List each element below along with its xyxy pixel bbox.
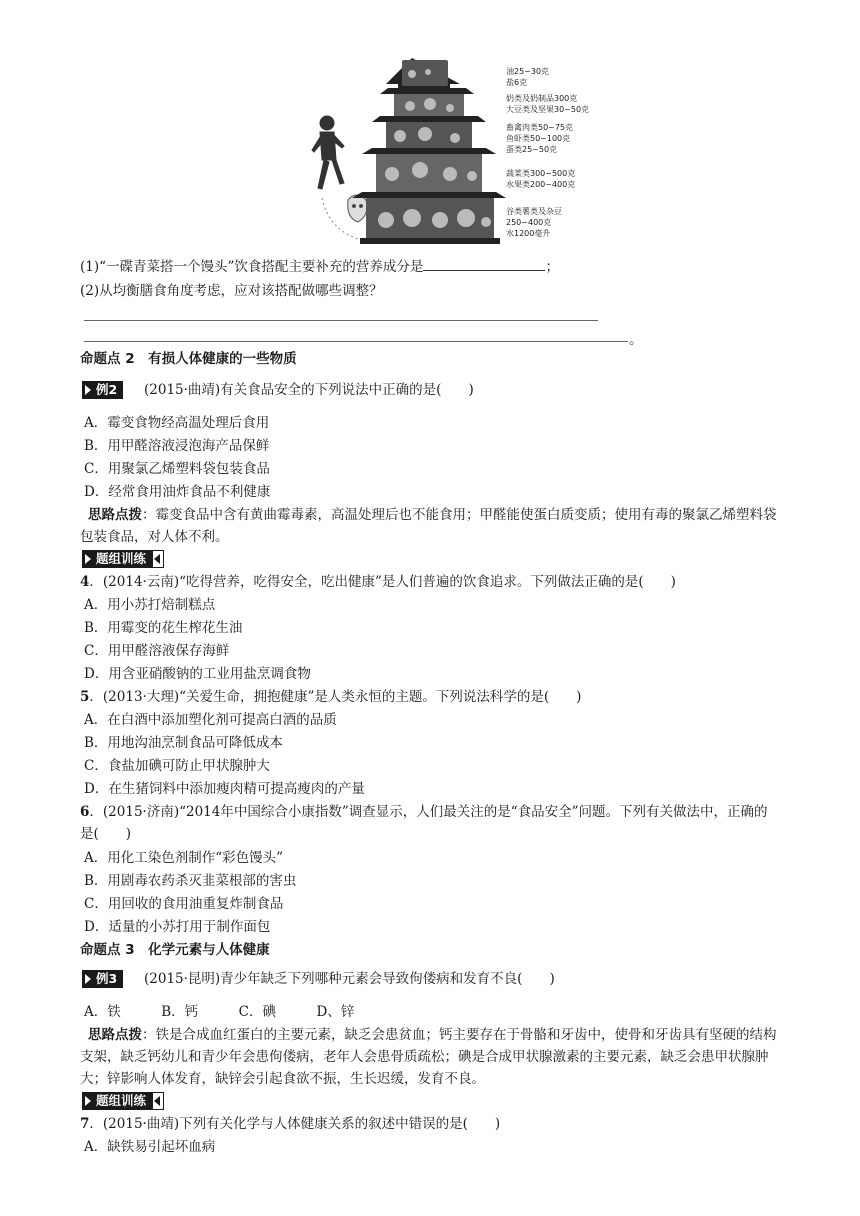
tag-label: 题组训练 (94, 550, 152, 568)
pyramid-label-meat (506, 122, 573, 155)
drill-tag (82, 550, 164, 568)
pyramid-label-oil-salt (506, 66, 549, 88)
pyramid-label-dairy (506, 93, 589, 115)
options-row[interactable]: A．铁 B．钙 C．碘 D、锌 (84, 1004, 355, 1020)
question-text: ．(2014·云南)“吃得营养，吃得安全，吃出健康”是人们普遍的饮食追求。下列做法正确的是( ) (89, 574, 676, 590)
example-tag (82, 970, 123, 988)
option-d[interactable]: D．在生猪饲料中添加瘦肉精可提高瘦肉的产量 (84, 781, 365, 797)
option-a[interactable]: A．霉变食物经高温处理后食用 (84, 415, 270, 431)
option-a[interactable]: A．在白酒中添加塑化剂可提高白酒的品质 (84, 712, 337, 728)
question-text: ．(2013·大理)“关爱生命，拥抱健康”是人类永恒的主题。下列说法科学的是( ) (89, 689, 582, 705)
label-line: 奶类及奶制品300克 (506, 94, 578, 103)
mascot-figure (348, 195, 367, 222)
pyramid-label-grains (506, 206, 562, 239)
drill-tag (82, 1092, 164, 1110)
section-title: 命题点 2 有损人体健康的一些物质 (80, 351, 297, 367)
label-line: 畜禽肉类50~75克 (506, 123, 574, 132)
question-4 (80, 571, 676, 593)
question-text: ．(2015·济南)“2014年中国综合小康指数”调查显示，人们最关注的是“食品安全”问题。下列有关做法中，正确的是( ) (80, 804, 768, 842)
back-arrow-icon (152, 1092, 164, 1110)
question-text: ．(2015·曲靖)下列有关化学与人体健康关系的叙述中错误的是( ) (89, 1116, 501, 1132)
question-5 (80, 686, 581, 708)
question-7 (80, 1113, 500, 1135)
question-part-1 (80, 256, 559, 278)
option-c[interactable]: C．用回收的食用油重复炸制食品 (84, 896, 284, 912)
hint-label: 思路点拨 (88, 507, 142, 523)
option-a[interactable]: A．用化工染色剂制作“彩色馒头” (84, 850, 284, 866)
label-line: 大豆类及坚果30~50克 (506, 105, 590, 114)
label-line: 水果类200~400克 (506, 180, 576, 189)
option-b[interactable]: B．用霉变的花生榨花生油 (84, 620, 243, 636)
hint-paragraph (80, 504, 780, 548)
label-line: 油25~30克 (506, 67, 550, 76)
option-c[interactable]: C．用甲醛溶液保存海鲜 (84, 643, 230, 659)
back-arrow-icon (152, 550, 164, 568)
example-tag (82, 381, 123, 399)
runner-figure (312, 116, 344, 189)
option-c[interactable]: C．食盐加碘可防止甲状腺肿大 (84, 758, 270, 774)
play-icon (82, 970, 94, 988)
label-line: 蛋类25~50克 (506, 145, 558, 154)
option-b[interactable]: B．用地沟油烹制食品可降低成本 (84, 735, 283, 751)
answer-end-mark: 。 (629, 332, 643, 348)
label-line: 盐6克 (506, 78, 528, 87)
question-part-2: (2)从均衡膳食角度考虑，应对该搭配做哪些调整？ (80, 283, 383, 299)
option-b[interactable]: B．用剧毒农药杀灭韭菜根部的害虫 (84, 873, 297, 889)
answer-line[interactable] (84, 320, 598, 321)
play-icon (82, 1092, 94, 1110)
question-text: (1)“一碟青菜搭一个馒头”饮食搭配主要补充的营养成分是 (80, 259, 424, 275)
option-b[interactable]: B．用甲醛溶液浸泡海产品保鲜 (84, 438, 270, 454)
option-d[interactable]: D．经常食用油炸食品不利健康 (84, 484, 271, 500)
play-icon (82, 381, 94, 399)
section-title: 命题点 3 化学元素与人体健康 (80, 942, 270, 958)
question-number: 4 (80, 574, 90, 590)
label-line: 水1200毫升 (506, 229, 551, 238)
label-line: 蔬菜类300~500克 (506, 169, 576, 178)
option-d[interactable]: D．适量的小苏打用于制作面包 (84, 919, 271, 935)
option-a[interactable]: A．缺铁易引起坏血病 (84, 1139, 216, 1155)
answer-line[interactable] (84, 341, 628, 342)
option-a[interactable]: A．用小苏打焙制糕点 (84, 597, 216, 613)
question-6 (80, 801, 780, 845)
hint-text: ：霉变食品中含有黄曲霉毒素，高温处理后也不能食用；甲醛能使蛋白质变质；使用有毒的聚氯乙烯塑料袋包装食品，对人体不利。 (80, 507, 777, 545)
play-icon (82, 550, 94, 568)
option-c[interactable]: C．用聚氯乙烯塑料袋包装食品 (84, 461, 270, 477)
hint-text: ：铁是合成血红蛋白的主要元素，缺乏会患贫血；钙主要存在于骨骼和牙齿中，使骨和牙齿具有坚硬的结构支架，缺乏钙幼儿和青少年会患佝偻病，老年人会患骨质疏松；碘是合成甲状腺激素的主要元素，缺乏会患甲状腺肿大；锌影响人体发育，缺锌会引起食欲不振，生长迟缓，发育不良。 (80, 1027, 777, 1087)
question-number: 5 (80, 689, 90, 705)
hint-label: 思路点拨 (88, 1027, 142, 1043)
label-line: 鱼虾类50~100克 (506, 134, 571, 143)
question-number: 6 (80, 804, 90, 820)
pyramid-label-vegetables (506, 168, 575, 190)
example-stem: (2015·曲靖)有关食品安全的下列说法中正确的是( ) (144, 382, 474, 398)
hint-paragraph (80, 1024, 780, 1090)
tag-label: 题组训练 (94, 1092, 152, 1110)
answer-blank[interactable] (423, 256, 545, 271)
label-line: 谷类薯类及杂豆 (506, 207, 562, 216)
example-stem: (2015·昆明)青少年缺乏下列哪种元素会导致佝偻病和发育不良( ) (144, 971, 555, 987)
punctuation: ； (545, 259, 559, 275)
option-d[interactable]: D．用含亚硝酸钠的工业用盐烹调食物 (84, 666, 311, 682)
tag-label: 例2 (94, 381, 123, 399)
question-number: 7 (80, 1116, 90, 1132)
tag-label: 例3 (94, 970, 123, 988)
label-line: 250~400克 (506, 218, 552, 227)
